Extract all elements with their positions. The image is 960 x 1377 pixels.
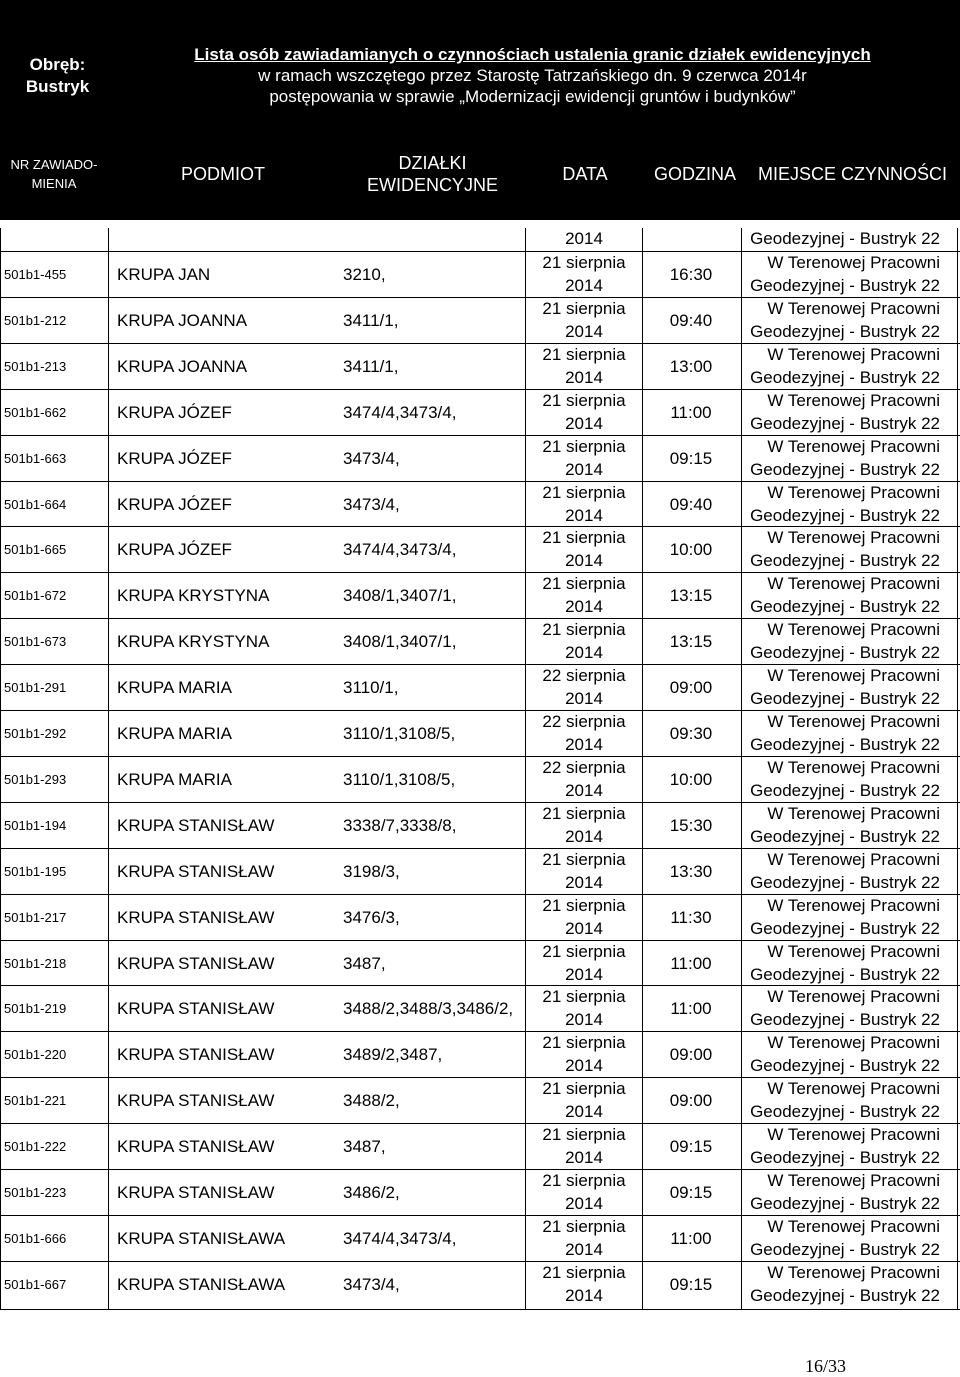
- row-place-line2: Geodezyjnej - Bustryk 22: [750, 322, 940, 341]
- row-date-year: 2014: [565, 643, 603, 662]
- row-date-year: 2014: [565, 1010, 603, 1029]
- row-place-line1: W Terenowej Pracowni: [767, 620, 940, 639]
- row-dzialki: 3473/4,: [343, 449, 400, 468]
- row-date-day: 22 sierpnia: [542, 712, 626, 731]
- row-date-year: 2014: [565, 1056, 603, 1075]
- row-date-year: 2014: [565, 781, 603, 800]
- row-podmiot: KRUPA STANISŁAW: [117, 862, 275, 881]
- row-nr: 501b1-220: [4, 1047, 67, 1062]
- document-header: [0, 0, 960, 220]
- row-nr: 501b1-662: [4, 405, 67, 420]
- row-date-year: 2014: [565, 276, 603, 295]
- row-place-line2: Geodezyjnej - Bustryk 22: [750, 460, 940, 479]
- row-nr: 501b1-218: [4, 956, 67, 971]
- row-time: 11:00: [670, 403, 712, 422]
- row-podmiot: KRUPA KRYSTYNA: [117, 586, 270, 605]
- row-date-day: 21 sierpnia: [542, 483, 626, 502]
- row-time: 13:00: [669, 357, 713, 376]
- title-line-2: w ramach wszczętego przez Starostę Tatrzańskiego dn. 9 czerwca 2014r: [258, 66, 807, 85]
- row-nr: 501b1-222: [4, 1139, 67, 1154]
- row-podmiot: KRUPA STANISŁAW: [117, 1183, 275, 1202]
- row-dzialki: 3338/7,3338/8,: [343, 816, 457, 835]
- column-divider: [108, 228, 109, 1310]
- row-dzialki: 3486/2,: [343, 1183, 400, 1202]
- row-nr: 501b1-663: [4, 451, 67, 466]
- row-dzialki: 3487,: [343, 954, 386, 973]
- row-time: 11:00: [670, 999, 712, 1018]
- row-place-line1: W Terenowej Pracowni: [767, 1217, 940, 1236]
- row-dzialki: 3408/1,3407/1,: [343, 586, 457, 605]
- table-border-right: [957, 228, 958, 1310]
- row-dzialki: 3411/1,: [343, 357, 399, 376]
- row-dzialki: 3110/1,3108/5,: [343, 724, 456, 743]
- page-number: 16/33: [805, 1356, 847, 1376]
- row-place-line1: W Terenowej Pracowni: [767, 483, 940, 502]
- row-date-day: 21 sierpnia: [542, 391, 626, 410]
- row-nr: 501b1-194: [4, 818, 67, 833]
- row-podmiot: KRUPA STANISŁAW: [117, 1137, 275, 1156]
- row-place-line2: Geodezyjnej - Bustryk 22: [750, 551, 940, 570]
- row-place-line2: Geodezyjnej - Bustryk 22: [750, 1056, 940, 1075]
- row-time: 11:00: [670, 1229, 712, 1248]
- row-place-line1: W Terenowej Pracowni: [767, 850, 940, 869]
- row-podmiot: KRUPA STANISŁAW: [117, 908, 275, 927]
- row-place-line2: Geodezyjnej - Bustryk 22: [750, 643, 940, 662]
- row-time: 13:30: [669, 862, 713, 881]
- row-place-line1: W Terenowej Pracowni: [767, 942, 940, 961]
- row-place-line2: Geodezyjnej - Bustryk 22: [750, 689, 940, 708]
- row-place-line1: W Terenowej Pracowni: [767, 758, 940, 777]
- row-date-day: 21 sierpnia: [542, 528, 626, 547]
- row-podmiot: KRUPA STANISŁAW: [117, 1091, 275, 1110]
- row-podmiot: KRUPA MARIA: [117, 770, 232, 789]
- row-date-year: 2014: [565, 1102, 603, 1121]
- row-place-line1: W Terenowej Pracowni: [767, 299, 940, 318]
- row-time: 09:00: [669, 1045, 713, 1064]
- row-dzialki: 3474/4,3473/4,: [343, 403, 457, 422]
- row-date-day: 21 sierpnia: [542, 987, 626, 1006]
- notification-table: [0, 228, 960, 1310]
- row-place-line2: Geodezyjnej - Bustryk 22: [750, 1194, 940, 1213]
- row-dzialki: 3476/3,: [343, 908, 400, 927]
- row-time: 13:15: [669, 586, 713, 605]
- obreb-block: [10, 54, 105, 98]
- row-date-day: 21 sierpnia: [542, 345, 626, 364]
- row-date-year: 2014: [565, 1148, 603, 1167]
- row-place-line2: Geodezyjnej - Bustryk 22: [750, 827, 940, 846]
- row-nr: 501b1-665: [4, 542, 67, 557]
- row-date-day: 21 sierpnia: [542, 574, 626, 593]
- row-date-year: 2014: [565, 368, 603, 387]
- row-date-day: 21 sierpnia: [542, 620, 626, 639]
- row-date-day: 21 sierpnia: [542, 1125, 626, 1144]
- row-place-line1: W Terenowej Pracowni: [767, 391, 940, 410]
- row-date-year: 2014: [565, 873, 603, 892]
- row-time: 09:00: [669, 1091, 713, 1110]
- row-place-line2: Geodezyjnej - Bustryk 22: [750, 597, 940, 616]
- row-place-line1: W Terenowej Pracowni: [767, 666, 940, 685]
- row-date-day: 21 sierpnia: [542, 253, 626, 272]
- continued-date-year: 2014: [565, 229, 603, 248]
- row-time: 10:00: [669, 540, 713, 559]
- row-date-day: 21 sierpnia: [542, 1171, 626, 1190]
- row-time: 11:30: [670, 908, 712, 927]
- obreb-value: Bustryk: [25, 77, 90, 96]
- row-place-line2: Geodezyjnej - Bustryk 22: [750, 919, 940, 938]
- row-date-day: 21 sierpnia: [542, 896, 626, 915]
- row-nr: 501b1-219: [4, 1001, 67, 1016]
- row-date-year: 2014: [565, 414, 603, 433]
- row-nr: 501b1-667: [4, 1277, 67, 1292]
- column-header-data: DATA: [562, 164, 608, 184]
- row-date-year: 2014: [565, 827, 603, 846]
- row-podmiot: KRUPA STANISŁAW: [117, 1045, 275, 1064]
- row-date-day: 21 sierpnia: [542, 1263, 626, 1282]
- row-nr: 501b1-293: [4, 772, 67, 787]
- row-date-day: 21 sierpnia: [542, 942, 626, 961]
- row-podmiot: KRUPA STANISŁAW: [117, 816, 275, 835]
- row-date-day: 21 sierpnia: [542, 299, 626, 318]
- row-place-line1: W Terenowej Pracowni: [767, 1171, 940, 1190]
- row-dzialki: 3488/2,: [343, 1091, 400, 1110]
- column-header-godzina: GODZINA: [653, 164, 736, 184]
- column-header-podmiot: PODMIOT: [181, 164, 265, 184]
- row-podmiot: KRUPA JOANNA: [117, 357, 248, 376]
- row-time: 16:30: [669, 265, 713, 284]
- row-place-line1: W Terenowej Pracowni: [767, 528, 940, 547]
- row-place-line1: W Terenowej Pracowni: [767, 574, 940, 593]
- row-time: 11:00: [670, 954, 712, 973]
- row-date-year: 2014: [565, 1286, 603, 1305]
- row-place-line1: W Terenowej Pracowni: [767, 804, 940, 823]
- row-date-year: 2014: [565, 551, 603, 570]
- row-podmiot: KRUPA MARIA: [117, 724, 232, 743]
- row-time: 09:15: [669, 1275, 713, 1294]
- row-place-line1: W Terenowej Pracowni: [767, 987, 940, 1006]
- row-time: 09:30: [669, 724, 713, 743]
- row-date-year: 2014: [565, 965, 603, 984]
- row-place-line2: Geodezyjnej - Bustryk 22: [750, 276, 940, 295]
- row-place-line2: Geodezyjnej - Bustryk 22: [750, 1010, 940, 1029]
- row-date-year: 2014: [565, 1194, 603, 1213]
- row-nr: 501b1-666: [4, 1231, 67, 1246]
- row-place-line1: W Terenowej Pracowni: [767, 345, 940, 364]
- row-date-day: 22 sierpnia: [542, 666, 626, 685]
- table-border-bottom: [0, 1309, 960, 1310]
- table-border-left: [0, 228, 1, 1310]
- row-time: 15:30: [669, 816, 713, 835]
- row-date-year: 2014: [565, 597, 603, 616]
- row-nr: 501b1-195: [4, 864, 67, 879]
- row-podmiot: KRUPA JAN: [117, 265, 211, 284]
- row-nr: 501b1-672: [4, 588, 67, 603]
- row-place-line2: Geodezyjnej - Bustryk 22: [750, 506, 940, 525]
- row-place-line2: Geodezyjnej - Bustryk 22: [750, 414, 940, 433]
- row-podmiot: KRUPA MARIA: [117, 678, 232, 697]
- row-place-line2: Geodezyjnej - Bustryk 22: [750, 735, 940, 754]
- row-place-line2: Geodezyjnej - Bustryk 22: [750, 1102, 940, 1121]
- column-header-nr: [0, 150, 108, 198]
- row-place-line2: Geodezyjnej - Bustryk 22: [750, 965, 940, 984]
- row-dzialki: 3488/2,3488/3,3486/2,: [343, 999, 514, 1018]
- column-header-dzialki-line2: EWIDENCYJNE: [366, 175, 498, 195]
- row-nr: 501b1-291: [4, 680, 67, 695]
- row-place-line1: W Terenowej Pracowni: [767, 712, 940, 731]
- row-podmiot: KRUPA STANISŁAW: [117, 999, 275, 1018]
- row-date-year: 2014: [565, 460, 603, 479]
- row-time: 09:40: [669, 495, 713, 514]
- row-nr: 501b1-217: [4, 910, 67, 925]
- row-nr: 501b1-212: [4, 313, 67, 328]
- title-line-3: postępowania w sprawie „Modernizacji ewidencji gruntów i budynków”: [269, 87, 796, 106]
- row-place-line2: Geodezyjnej - Bustryk 22: [750, 1148, 940, 1167]
- row-time: 09:15: [669, 1137, 713, 1156]
- row-place-line1: W Terenowej Pracowni: [767, 1263, 940, 1282]
- row-podmiot: KRUPA STANISŁAWA: [117, 1229, 286, 1248]
- row-date-day: 21 sierpnia: [542, 1217, 626, 1236]
- row-place-line2: Geodezyjnej - Bustryk 22: [750, 1286, 940, 1305]
- row-place-line1: W Terenowej Pracowni: [767, 1125, 940, 1144]
- row-dzialki: 3473/4,: [343, 1275, 400, 1294]
- row-nr: 501b1-455: [4, 267, 67, 282]
- row-dzialki: 3408/1,3407/1,: [343, 632, 457, 651]
- row-dzialki: 3411/1,: [343, 311, 399, 330]
- column-header-miejsce: MIEJSCE CZYNNOŚCI: [757, 164, 948, 184]
- row-place-line1: W Terenowej Pracowni: [767, 1033, 940, 1052]
- row-dzialki: 3210,: [343, 265, 386, 284]
- row-dzialki: 3489/2,3487,: [343, 1045, 443, 1064]
- column-header-dzialki: [340, 150, 525, 198]
- column-header-nr-line2: MIENIA: [31, 176, 77, 191]
- row-place-line1: W Terenowej Pracowni: [767, 896, 940, 915]
- row-dzialki: 3110/1,3108/5,: [343, 770, 456, 789]
- row-date-day: 21 sierpnia: [542, 1033, 626, 1052]
- row-podmiot: KRUPA JOANNA: [117, 311, 248, 330]
- row-place-line1: W Terenowej Pracowni: [767, 437, 940, 456]
- row-date-year: 2014: [565, 919, 603, 938]
- row-nr: 501b1-221: [4, 1093, 67, 1108]
- row-date-day: 21 sierpnia: [542, 850, 626, 869]
- continued-place: Geodezyjnej - Bustryk 22: [750, 229, 940, 248]
- row-podmiot: KRUPA KRYSTYNA: [117, 632, 270, 651]
- row-nr: 501b1-223: [4, 1185, 67, 1200]
- row-date-day: 21 sierpnia: [542, 437, 626, 456]
- row-place-line1: W Terenowej Pracowni: [767, 1079, 940, 1098]
- row-place-line2: Geodezyjnej - Bustryk 22: [750, 1240, 940, 1259]
- row-podmiot: KRUPA JÓZEF: [117, 495, 232, 514]
- column-divider: [525, 228, 526, 1310]
- row-podmiot: KRUPA STANISŁAWA: [117, 1275, 286, 1294]
- row-time: 09:40: [669, 311, 713, 330]
- row-dzialki: 3487,: [343, 1137, 386, 1156]
- row-podmiot: KRUPA JÓZEF: [117, 403, 232, 422]
- row-nr: 501b1-292: [4, 726, 67, 741]
- row-date-day: 21 sierpnia: [542, 804, 626, 823]
- row-date-year: 2014: [565, 506, 603, 525]
- document-title: [170, 44, 895, 107]
- row-nr: 501b1-673: [4, 634, 67, 649]
- row-podmiot: KRUPA JÓZEF: [117, 449, 232, 468]
- row-time: 13:15: [669, 632, 713, 651]
- row-date-year: 2014: [565, 689, 603, 708]
- obreb-label: Obręb:: [29, 55, 86, 74]
- row-dzialki: 3198/3,: [343, 862, 400, 881]
- row-time: 09:00: [669, 678, 713, 697]
- row-podmiot: KRUPA JÓZEF: [117, 540, 232, 559]
- row-dzialki: 3473/4,: [343, 495, 400, 514]
- row-date-day: 22 sierpnia: [542, 758, 626, 777]
- row-place-line2: Geodezyjnej - Bustryk 22: [750, 781, 940, 800]
- row-nr: 501b1-664: [4, 497, 67, 512]
- row-place-line1: W Terenowej Pracowni: [767, 253, 940, 272]
- row-time: 10:00: [669, 770, 713, 789]
- row-podmiot: KRUPA STANISŁAW: [117, 954, 275, 973]
- row-dzialki: 3474/4,3473/4,: [343, 540, 457, 559]
- row-place-line2: Geodezyjnej - Bustryk 22: [750, 873, 940, 892]
- row-date-year: 2014: [565, 1240, 603, 1259]
- row-date-day: 21 sierpnia: [542, 1079, 626, 1098]
- row-time: 09:15: [669, 449, 713, 468]
- row-time: 09:15: [669, 1183, 713, 1202]
- row-place-line2: Geodezyjnej - Bustryk 22: [750, 368, 940, 387]
- row-date-year: 2014: [565, 735, 603, 754]
- row-date-year: 2014: [565, 322, 603, 341]
- column-header-dzialki-line1: DZIAŁKI: [398, 153, 467, 173]
- title-line-1: Lista osób zawiadamianych o czynnościach ustalenia granic działek ewidencyjnych: [194, 45, 871, 64]
- column-header-nr-line1: NR ZAWIADO-: [10, 157, 98, 172]
- row-nr: 501b1-213: [4, 359, 67, 374]
- row-dzialki: 3474/4,3473/4,: [343, 1229, 457, 1248]
- row-dzialki: 3110/1,: [343, 678, 399, 697]
